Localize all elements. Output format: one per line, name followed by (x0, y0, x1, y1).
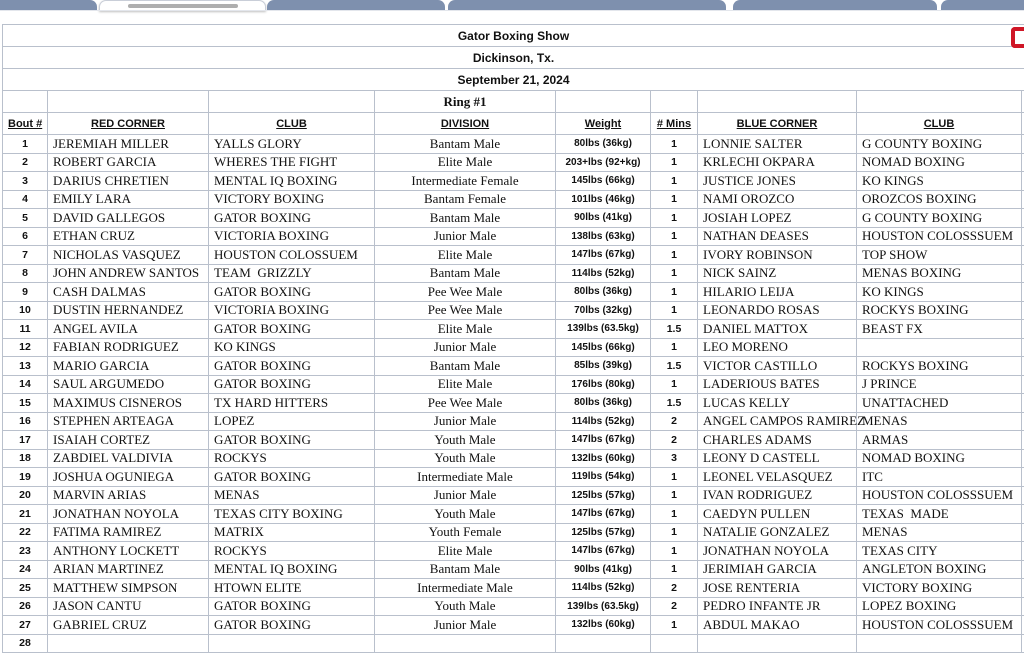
grid-cell-red[interactable]: ETHAN CRUZ (48, 227, 209, 246)
bout-row (3, 135, 1024, 154)
grid-cell-red[interactable]: ROBERT GARCIA (48, 153, 209, 172)
red-logo-image (1011, 27, 1024, 48)
grid-cell-blue_club[interactable]: HOUSTON COLOSSSUEM (857, 616, 1022, 635)
grid-cell-mins[interactable]: 1 (651, 616, 698, 635)
bout-row (3, 597, 1024, 616)
bout-row (3, 264, 1024, 283)
grid-cell-red_club[interactable]: GATOR BOXING (209, 616, 375, 635)
grid-cell-blue_club[interactable]: HOUSTON COLOSSSUEM (857, 227, 1022, 246)
sheet-date[interactable]: September 21, 2024 (3, 69, 1024, 91)
grid-cell-bout[interactable]: 3 (3, 172, 48, 191)
grid-cell-mins[interactable]: 1 (651, 153, 698, 172)
grid-cell-bout[interactable]: 21 (3, 505, 48, 524)
grid-cell-division[interactable]: Bantam Male (375, 560, 556, 579)
grid-cell-division[interactable]: Junior Male (375, 616, 556, 635)
grid-cell-blue_club[interactable]: MENAS BOXING (857, 264, 1022, 283)
grid-cell-blue[interactable]: NICK SAINZ (698, 264, 857, 283)
grid-cell-red_club[interactable]: GATOR BOXING (209, 468, 375, 487)
grid-cell-weight[interactable]: 176lbs (80kg) (556, 375, 651, 394)
grid-cell-mins[interactable]: 1.5 (651, 357, 698, 376)
grid-cell-blue[interactable]: JERIMIAH GARCIA (698, 560, 857, 579)
grid-cell-bout[interactable]: 8 (3, 264, 48, 283)
grid-cell-blue[interactable]: PEDRO INFANTE JR (698, 597, 857, 616)
grid-cell-bout[interactable]: 10 (3, 301, 48, 320)
grid-cell-weight[interactable]: 80lbs (36kg) (556, 394, 651, 413)
ring-label[interactable]: Ring #1 (375, 91, 556, 113)
grid-cell-blue_club[interactable]: KO KINGS (857, 283, 1022, 302)
browser-tab[interactable] (0, 0, 97, 10)
grid-cell-bout[interactable]: 20 (3, 486, 48, 505)
grid-cell-mins[interactable]: 1.5 (651, 394, 698, 413)
grid-cell-division[interactable]: Intermediate Male (375, 468, 556, 487)
grid-cell-weight[interactable]: 80lbs (36kg) (556, 283, 651, 302)
bout-row (3, 616, 1024, 635)
grid-cell-bout[interactable]: 7 (3, 246, 48, 265)
grid-cell-red[interactable]: ANGEL AVILA (48, 320, 209, 339)
bout-row (3, 394, 1024, 413)
browser-tab[interactable] (267, 0, 445, 10)
grid-cell-red_club[interactable]: HTOWN ELITE (209, 579, 375, 598)
grid-cell-bout[interactable]: 11 (3, 320, 48, 339)
grid-cell-division[interactable]: Youth Male (375, 449, 556, 468)
grid-cell-blue[interactable]: KRLECHI OKPARA (698, 153, 857, 172)
grid-cell-blue_club[interactable]: G COUNTY BOXING (857, 135, 1022, 154)
grid-cell-blue_club[interactable]: ITC (857, 468, 1022, 487)
grid-cell-bout[interactable]: 6 (3, 227, 48, 246)
grid-cell-mins[interactable]: 1 (651, 486, 698, 505)
grid-cell-weight[interactable]: 90lbs (41kg) (556, 560, 651, 579)
grid-cell-weight[interactable] (556, 634, 651, 653)
grid-cell-bout[interactable]: 22 (3, 523, 48, 542)
grid-cell-mins[interactable]: 1 (651, 264, 698, 283)
bout-row (3, 579, 1024, 598)
bout-row (3, 190, 1024, 209)
grid-cell-weight[interactable]: 101lbs (46kg) (556, 190, 651, 209)
grid-cell-division[interactable]: Elite Male (375, 542, 556, 561)
grid-cell-blue_club[interactable]: KO KINGS (857, 172, 1022, 191)
grid-cell-blue[interactable]: JOSE RENTERIA (698, 579, 857, 598)
grid-cell-weight[interactable]: 139lbs (63.5kg) (556, 320, 651, 339)
grid-cell-blue_club[interactable]: TEXAS MADE (857, 505, 1022, 524)
grid-cell-blue[interactable]: IVORY ROBINSON (698, 246, 857, 265)
bout-row (3, 486, 1024, 505)
bout-row (3, 431, 1024, 450)
grid-cell-red_club[interactable]: LOPEZ (209, 412, 375, 431)
grid-cell-mins[interactable]: 1 (651, 172, 698, 191)
grid-cell-red[interactable]: FATIMA RAMIREZ (48, 523, 209, 542)
grid-cell-red_club[interactable]: YALLS GLORY (209, 135, 375, 154)
grid-cell-red[interactable]: EMILY LARA (48, 190, 209, 209)
browser-tab[interactable] (448, 0, 726, 10)
bout-row (3, 357, 1024, 376)
grid-cell-bout[interactable]: 14 (3, 375, 48, 394)
bout-row (3, 320, 1024, 339)
grid-cell-blue_club[interactable]: TEXAS CITY (857, 542, 1022, 561)
grid-cell-bout[interactable]: 24 (3, 560, 48, 579)
bout-row (3, 246, 1024, 265)
grid-cell-division[interactable]: Pee Wee Male (375, 301, 556, 320)
grid-cell-blue_club[interactable]: OROZCOS BOXING (857, 190, 1022, 209)
bout-sheet (2, 24, 1024, 653)
grid-cell-blue[interactable]: CAEDYN PULLEN (698, 505, 857, 524)
grid-cell-blue[interactable]: ANGEL CAMPOS RAMIREZ (698, 412, 857, 431)
bout-row (3, 542, 1024, 561)
grid-cell-red[interactable]: DAVID GALLEGOS (48, 209, 209, 228)
grid-cell-red_club[interactable]: TEAM GRIZZLY (209, 264, 375, 283)
grid-cell-red_club[interactable]: TX HARD HITTERS (209, 394, 375, 413)
grid-cell-division[interactable]: Elite Male (375, 153, 556, 172)
bout-row (3, 301, 1024, 320)
grid-cell-bout[interactable]: 19 (3, 468, 48, 487)
column-header-row (3, 113, 1024, 135)
grid-cell-bout[interactable]: 15 (3, 394, 48, 413)
grid-cell-weight[interactable]: 145lbs (66kg) (556, 172, 651, 191)
grid-cell-blue[interactable]: DANIEL MATTOX (698, 320, 857, 339)
grid-cell-red_club[interactable] (209, 634, 375, 653)
bout-row (3, 634, 1024, 653)
grid-cell-red[interactable]: MATTHEW SIMPSON (48, 579, 209, 598)
grid-cell-red[interactable]: NICHOLAS VASQUEZ (48, 246, 209, 265)
grid-cell-weight[interactable]: 114lbs (52kg) (556, 264, 651, 283)
grid-cell[interactable] (48, 91, 209, 113)
grid-cell-blue[interactable]: JOSIAH LOPEZ (698, 209, 857, 228)
grid-cell-blue_club[interactable]: ARMAS (857, 431, 1022, 450)
date-row (3, 69, 1024, 91)
grid-cell-red[interactable]: ANTHONY LOCKETT (48, 542, 209, 561)
grid-cell-bout[interactable]: 17 (3, 431, 48, 450)
grid-cell-red[interactable]: MAXIMUS CISNEROS (48, 394, 209, 413)
grid-cell-division[interactable]: Elite Male (375, 375, 556, 394)
grid-cell-blue_club[interactable]: HOUSTON COLOSSSUEM (857, 486, 1022, 505)
grid-cell-red_club[interactable]: VICTORIA BOXING (209, 301, 375, 320)
grid-cell-red_club[interactable]: KO KINGS (209, 338, 375, 357)
grid-cell-red[interactable]: CASH DALMAS (48, 283, 209, 302)
grid-cell-bout[interactable]: 16 (3, 412, 48, 431)
grid-cell-red[interactable]: ZABDIEL VALDIVIA (48, 449, 209, 468)
grid-cell-blue[interactable] (698, 634, 857, 653)
grid-cell-weight[interactable]: 114lbs (52kg) (556, 579, 651, 598)
grid-cell-bout[interactable]: 9 (3, 283, 48, 302)
grid-cell-red[interactable]: ARIAN MARTINEZ (48, 560, 209, 579)
grid-cell-red[interactable] (48, 634, 209, 653)
grid-cell-red[interactable]: JEREMIAH MILLER (48, 135, 209, 154)
grid-cell-division[interactable] (375, 634, 556, 653)
grid-cell-bout[interactable]: 2 (3, 153, 48, 172)
grid-cell-division[interactable]: Intermediate Female (375, 172, 556, 191)
grid-cell-red_club[interactable]: TEXAS CITY BOXING (209, 505, 375, 524)
grid-cell-mins[interactable]: 1 (651, 560, 698, 579)
grid-cell-bout[interactable]: 13 (3, 357, 48, 376)
grid-cell-mins[interactable]: 1 (651, 209, 698, 228)
grid-cell-red[interactable]: DARIUS CHRETIEN (48, 172, 209, 191)
grid-cell-blue_club[interactable]: J PRINCE (857, 375, 1022, 394)
grid-cell-mins[interactable]: 2 (651, 579, 698, 598)
grid-cell-blue[interactable]: LUCAS KELLY (698, 394, 857, 413)
grid-cell[interactable] (651, 91, 698, 113)
grid-cell-red_club[interactable]: GATOR BOXING (209, 597, 375, 616)
grid-cell-red_club[interactable]: GATOR BOXING (209, 209, 375, 228)
grid-cell-division[interactable]: Elite Male (375, 320, 556, 339)
grid-cell-red_club[interactable]: HOUSTON COLOSSUEM (209, 246, 375, 265)
bout-row (3, 338, 1024, 357)
grid-cell-weight[interactable]: 147lbs (67kg) (556, 542, 651, 561)
title-row (3, 25, 1024, 47)
grid-cell-bout[interactable]: 4 (3, 190, 48, 209)
grid-cell-red[interactable]: GABRIEL CRUZ (48, 616, 209, 635)
grid-cell-red[interactable]: MARIO GARCIA (48, 357, 209, 376)
grid-cell-red[interactable]: SAUL ARGUMEDO (48, 375, 209, 394)
col-header-mins[interactable]: # Mins (651, 113, 698, 135)
grid-cell-mins[interactable]: 1 (651, 283, 698, 302)
col-header-red-club[interactable]: CLUB (209, 113, 375, 135)
col-header-red-corner[interactable]: RED CORNER (48, 113, 209, 135)
grid-cell-blue_club[interactable]: LOPEZ BOXING (857, 597, 1022, 616)
grid-cell-division[interactable]: Junior Male (375, 227, 556, 246)
bout-table-body (3, 25, 1024, 653)
bout-row (3, 283, 1024, 302)
grid-cell-division[interactable]: Junior Male (375, 338, 556, 357)
grid-cell-blue[interactable]: CHARLES ADAMS (698, 431, 857, 450)
grid-cell-red_club[interactable]: GATOR BOXING (209, 283, 375, 302)
grid-cell-mins[interactable]: 3 (651, 449, 698, 468)
grid-cell-mins[interactable]: 1 (651, 542, 698, 561)
grid-cell[interactable] (556, 91, 651, 113)
grid-cell-blue[interactable]: IVAN RODRIGUEZ (698, 486, 857, 505)
grid-cell-weight[interactable]: 90lbs (41kg) (556, 209, 651, 228)
bout-row (3, 505, 1024, 524)
grid-cell-blue_club[interactable]: VICTORY BOXING (857, 579, 1022, 598)
grid-cell-weight[interactable]: 203+lbs (92+kg) (556, 153, 651, 172)
grid-cell-bout[interactable]: 28 (3, 634, 48, 653)
grid-cell-blue_club[interactable] (857, 338, 1022, 357)
grid-cell-bout[interactable]: 18 (3, 449, 48, 468)
grid-cell-weight[interactable]: 85lbs (39kg) (556, 357, 651, 376)
location-row (3, 47, 1024, 69)
bout-row (3, 172, 1024, 191)
grid-cell-mins[interactable]: 2 (651, 431, 698, 450)
bout-row (3, 560, 1024, 579)
grid-cell-division[interactable]: Youth Female (375, 523, 556, 542)
grid-cell-weight[interactable]: 125lbs (57kg) (556, 523, 651, 542)
browser-tab[interactable] (733, 0, 937, 10)
grid-cell-blue[interactable]: JONATHAN NOYOLA (698, 542, 857, 561)
grid-cell-division[interactable]: Bantam Male (375, 135, 556, 154)
grid-cell-blue_club[interactable]: G COUNTY BOXING (857, 209, 1022, 228)
grid-cell-mins[interactable]: 1 (651, 227, 698, 246)
grid-cell-division[interactable]: Intermediate Male (375, 579, 556, 598)
grid-cell-blue[interactable]: JUSTICE JONES (698, 172, 857, 191)
grid-cell-blue_club[interactable]: BEAST FX (857, 320, 1022, 339)
grid-cell-blue[interactable]: LEONARDO ROSAS (698, 301, 857, 320)
grid-cell-mins[interactable]: 1 (651, 523, 698, 542)
grid-cell-mins[interactable]: 1 (651, 468, 698, 487)
grid-cell-blue[interactable]: LEONEL VELASQUEZ (698, 468, 857, 487)
grid-cell-mins[interactable] (651, 634, 698, 653)
bout-row (3, 449, 1024, 468)
grid-cell-blue_club[interactable]: ROCKYS BOXING (857, 357, 1022, 376)
grid-cell-red[interactable]: JOHN ANDREW SANTOS (48, 264, 209, 283)
grid-cell-blue[interactable]: NAMI OROZCO (698, 190, 857, 209)
tab-strip-divider (0, 10, 1024, 11)
grid-cell-weight[interactable]: 145lbs (66kg) (556, 338, 651, 357)
grid-cell-blue_club[interactable] (857, 634, 1022, 653)
grid-cell-red_club[interactable]: GATOR BOXING (209, 320, 375, 339)
sheet-location[interactable]: Dickinson, Tx. (3, 47, 1024, 69)
grid-cell-red_club[interactable]: MENAS (209, 486, 375, 505)
grid-cell-weight[interactable]: 138lbs (63kg) (556, 227, 651, 246)
grid-cell-blue[interactable]: LEO MORENO (698, 338, 857, 357)
grid-cell-division[interactable]: Bantam Female (375, 190, 556, 209)
grid-cell-division[interactable]: Youth Male (375, 597, 556, 616)
bout-row (3, 523, 1024, 542)
grid-cell-mins[interactable]: 1 (651, 246, 698, 265)
col-header-blue-corner[interactable]: BLUE CORNER (698, 113, 857, 135)
col-header-weight[interactable]: Weight (556, 113, 651, 135)
grid-cell-blue_club[interactable]: NOMAD BOXING (857, 153, 1022, 172)
grid-cell-division[interactable]: Pee Wee Male (375, 394, 556, 413)
grid-cell-mins[interactable]: 1 (651, 135, 698, 154)
grid-cell-blue_club[interactable]: MENAS (857, 412, 1022, 431)
grid-cell-mins[interactable]: 1 (651, 505, 698, 524)
grid-cell-blue[interactable]: NATALIE GONZALEZ (698, 523, 857, 542)
grid-cell-weight[interactable]: 132lbs (60kg) (556, 449, 651, 468)
grid-cell-division[interactable]: Youth Male (375, 431, 556, 450)
grid-cell-division[interactable]: Youth Male (375, 505, 556, 524)
grid-cell-weight[interactable]: 139lbs (63.5kg) (556, 597, 651, 616)
bout-row (3, 375, 1024, 394)
grid-cell-red_club[interactable]: VICTORIA BOXING (209, 227, 375, 246)
grid-cell-red[interactable]: ISAIAH CORTEZ (48, 431, 209, 450)
grid-cell-mins[interactable]: 1 (651, 190, 698, 209)
col-header-division[interactable]: DIVISION (375, 113, 556, 135)
grid-cell-blue[interactable]: HILARIO LEIJA (698, 283, 857, 302)
grid-cell-red_club[interactable]: WHERES THE FIGHT (209, 153, 375, 172)
browser-tab-strip (0, 0, 1024, 10)
bout-row (3, 468, 1024, 487)
grid-cell-mins[interactable]: 1 (651, 338, 698, 357)
grid-cell-weight[interactable]: 147lbs (67kg) (556, 246, 651, 265)
grid-cell-red[interactable]: MARVIN ARIAS (48, 486, 209, 505)
grid-cell-bout[interactable]: 12 (3, 338, 48, 357)
bout-row (3, 227, 1024, 246)
grid-cell-blue_club[interactable]: MENAS (857, 523, 1022, 542)
grid-cell-division[interactable]: Bantam Male (375, 357, 556, 376)
grid-cell-blue[interactable]: LONNIE SALTER (698, 135, 857, 154)
grid-cell-division[interactable]: Elite Male (375, 246, 556, 265)
grid-cell-blue[interactable]: ABDUL MAKAO (698, 616, 857, 635)
grid-cell-red_club[interactable]: MENTAL IQ BOXING (209, 560, 375, 579)
grid-cell-red_club[interactable]: MATRIX (209, 523, 375, 542)
grid-cell-red_club[interactable]: GATOR BOXING (209, 375, 375, 394)
grid-cell-weight[interactable]: 114lbs (52kg) (556, 412, 651, 431)
grid-cell-bout[interactable]: 1 (3, 135, 48, 154)
grid-cell-red[interactable]: JOSHUA OGUNIEGA (48, 468, 209, 487)
grid-cell-red[interactable]: FABIAN RODRIGUEZ (48, 338, 209, 357)
grid-cell-mins[interactable]: 2 (651, 412, 698, 431)
grid-cell-weight[interactable]: 147lbs (67kg) (556, 431, 651, 450)
grid-cell-weight[interactable]: 80lbs (36kg) (556, 135, 651, 154)
grid-cell[interactable] (209, 91, 375, 113)
grid-cell-bout[interactable]: 26 (3, 597, 48, 616)
grid-cell-red_club[interactable]: VICTORY BOXING (209, 190, 375, 209)
grid-cell[interactable] (857, 91, 1022, 113)
tab-title-placeholder (128, 4, 238, 8)
grid-cell-blue_club[interactable]: UNATTACHED (857, 394, 1022, 413)
grid-cell-red[interactable]: JONATHAN NOYOLA (48, 505, 209, 524)
grid-cell-bout[interactable]: 5 (3, 209, 48, 228)
grid-cell-division[interactable]: Pee Wee Male (375, 283, 556, 302)
grid-cell-blue[interactable]: LEONY D CASTELL (698, 449, 857, 468)
grid-cell-red_club[interactable]: MENTAL IQ BOXING (209, 172, 375, 191)
grid-cell-bout[interactable]: 23 (3, 542, 48, 561)
grid-cell-red_club[interactable]: ROCKYS (209, 542, 375, 561)
grid-cell-blue_club[interactable]: ROCKYS BOXING (857, 301, 1022, 320)
grid-cell-division[interactable]: Bantam Male (375, 264, 556, 283)
bout-row (3, 412, 1024, 431)
bout-row (3, 209, 1024, 228)
grid-cell-division[interactable]: Junior Male (375, 486, 556, 505)
grid-cell-blue[interactable]: VICTOR CASTILLO (698, 357, 857, 376)
grid-cell-division[interactable]: Bantam Male (375, 209, 556, 228)
grid-cell-weight[interactable]: 70lbs (32kg) (556, 301, 651, 320)
grid-cell-weight[interactable]: 119lbs (54kg) (556, 468, 651, 487)
grid-cell[interactable] (3, 91, 48, 113)
grid-cell-mins[interactable]: 1 (651, 301, 698, 320)
ring-row (3, 91, 1024, 113)
grid-cell-division[interactable]: Junior Male (375, 412, 556, 431)
browser-tab[interactable] (941, 0, 1024, 10)
grid-cell-red_club[interactable]: ROCKYS (209, 449, 375, 468)
grid-cell-red[interactable]: STEPHEN ARTEAGA (48, 412, 209, 431)
grid-cell[interactable] (698, 91, 857, 113)
grid-cell-weight[interactable]: 147lbs (67kg) (556, 505, 651, 524)
grid-cell-mins[interactable]: 1.5 (651, 320, 698, 339)
grid-cell-red_club[interactable]: GATOR BOXING (209, 431, 375, 450)
grid-cell-weight[interactable]: 132lbs (60kg) (556, 616, 651, 635)
grid-cell-weight[interactable]: 125lbs (57kg) (556, 486, 651, 505)
grid-cell-blue_club[interactable]: ANGLETON BOXING (857, 560, 1022, 579)
grid-cell-bout[interactable]: 27 (3, 616, 48, 635)
grid-cell-mins[interactable]: 2 (651, 597, 698, 616)
grid-cell-red[interactable]: JASON CANTU (48, 597, 209, 616)
col-header-bout[interactable]: Bout # (3, 113, 48, 135)
grid-cell-bout[interactable]: 25 (3, 579, 48, 598)
col-header-blue-club[interactable]: CLUB (857, 113, 1022, 135)
grid-cell-blue_club[interactable]: NOMAD BOXING (857, 449, 1022, 468)
grid-cell-blue_club[interactable]: TOP SHOW (857, 246, 1022, 265)
grid-cell-blue[interactable]: NATHAN DEASES (698, 227, 857, 246)
grid-cell-red_club[interactable]: GATOR BOXING (209, 357, 375, 376)
grid-cell-red[interactable]: DUSTIN HERNANDEZ (48, 301, 209, 320)
bout-row (3, 153, 1024, 172)
grid-cell-mins[interactable]: 1 (651, 375, 698, 394)
grid-cell-blue[interactable]: LADERIOUS BATES (698, 375, 857, 394)
sheet-title[interactable]: Gator Boxing Show (3, 25, 1024, 47)
